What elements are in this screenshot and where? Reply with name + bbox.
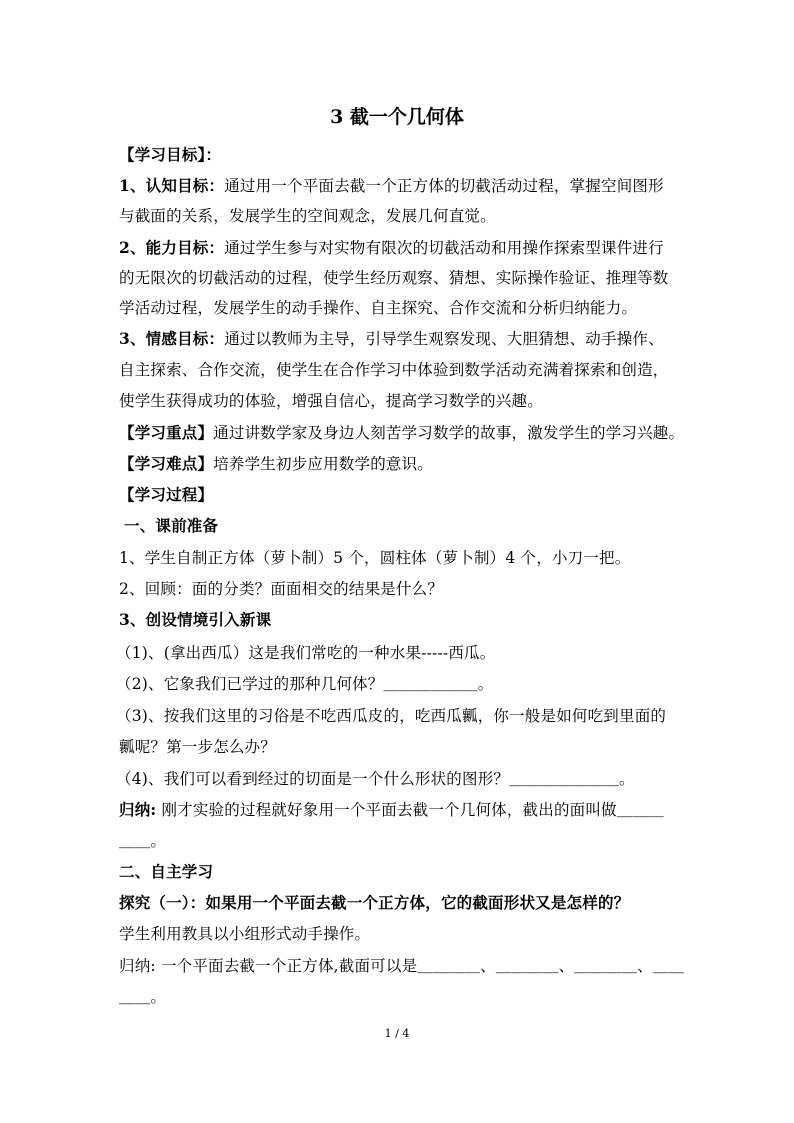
prep-item-3: 3、创设情境引入新课: [119, 610, 272, 629]
prep-item-1: 1、学生自制正方体（萝卜制）5 个，圆柱体（萝卜制）4 个，小刀一把。: [119, 549, 631, 567]
conclusion-cont: ＿＿。: [119, 988, 167, 1006]
explore-1: 探究（一）：如果用一个平面去截一个正方体，它的截面形状又是怎样的？: [119, 893, 630, 912]
objective-cognitive: [119, 175, 664, 197]
learning-focus: [119, 422, 684, 444]
question-2: （2)、它象我们已学过的那种几何体？＿＿＿＿＿＿。: [116, 675, 494, 693]
summary: [119, 799, 664, 821]
explore-1-note: 学生利用教具以小组形式动手操作。: [119, 925, 371, 943]
objective-ability-cont-2: 学活动过程，发展学生的动手操作、自主探究、合作交流和分析归纳能力。: [119, 299, 638, 317]
question-1: （1)、(拿出西瓜）这是我们常吃的一种水果-----西瓜。: [116, 644, 496, 662]
conclusion: 归纳: 一个平面去截一个正方体,截面可以是＿＿＿＿、＿＿＿＿、＿＿＿＿、＿＿: [119, 957, 685, 975]
learning-difficulty-text: 培养学生初步应用数学的意识。: [213, 455, 434, 473]
objective-cognitive-cont: 与截面的关系，发展学生的空间观念，发展几何直觉。: [119, 207, 496, 225]
objective-ability-label: 2、能力目标：: [119, 238, 225, 257]
learning-difficulty: [119, 453, 433, 475]
prep-heading: 一、课前准备: [124, 516, 219, 535]
objectives-heading: 【学习目标】：: [119, 145, 222, 164]
question-3-cont: 瓤呢？第一步怎么办？: [119, 738, 277, 756]
objective-emotion-text: 通过以教师为主导，引导学生观察发现、大胆猜想、动手操作、: [224, 330, 664, 348]
objective-ability-cont-1: 的无限次的切截活动的过程，使学生经历观察、猜想、实际操作验证、推理等数: [119, 269, 669, 287]
summary-text: 刚才实验的过程就好象用一个平面去截一个几何体，截出的面叫做＿＿＿: [156, 801, 664, 819]
objective-cognitive-text: 通过用一个平面去截一个正方体的切截活动过程，掌握空间图形: [224, 177, 664, 195]
self-study-heading: 二、自主学习: [119, 862, 214, 881]
objective-emotion-label: 3、情感目标：: [119, 329, 225, 348]
question-4: （4)、我们可以看到经过的切面是一个什么形状的图形？＿＿＿＿＿＿＿。: [116, 770, 635, 788]
objective-cognitive-label: 1、认知目标：: [119, 176, 225, 195]
objective-emotion: [119, 328, 664, 350]
objective-emotion-cont-1: 自主探索、合作交流，使学生在合作学习中体验到数学活动充满着探索和创造，: [119, 361, 669, 379]
objective-ability-text: 通过学生参与对实物有限次的切截活动和用操作探索型课件进行: [224, 239, 664, 257]
prep-item-2: 2、回顾：面的分类？面面相交的结果是什么？: [119, 580, 444, 598]
process-heading: 【学习过程】: [119, 485, 214, 504]
objective-emotion-cont-2: 使学生获得成功的体验，增强自信心，提高学习数学的兴趣。: [119, 392, 543, 410]
objective-ability: [119, 237, 664, 259]
learning-difficulty-label: 【学习难点】: [119, 454, 214, 473]
learning-focus-text: 通过讲数学家及身边人刻苦学习数学的故事，激发学生的学习兴趣。: [213, 424, 685, 442]
summary-cont: ＿＿。: [119, 832, 167, 850]
summary-label: 归纳:: [119, 800, 157, 819]
learning-focus-label: 【学习重点】: [119, 423, 214, 442]
question-3: （3)、按我们这里的习俗是不吃西瓜皮的，吃西瓜瓤，你一般是如何吃到里面的: [116, 707, 667, 725]
page-number: 1 / 4: [384, 1027, 410, 1040]
document-title: 3 截一个几何体: [330, 106, 464, 128]
